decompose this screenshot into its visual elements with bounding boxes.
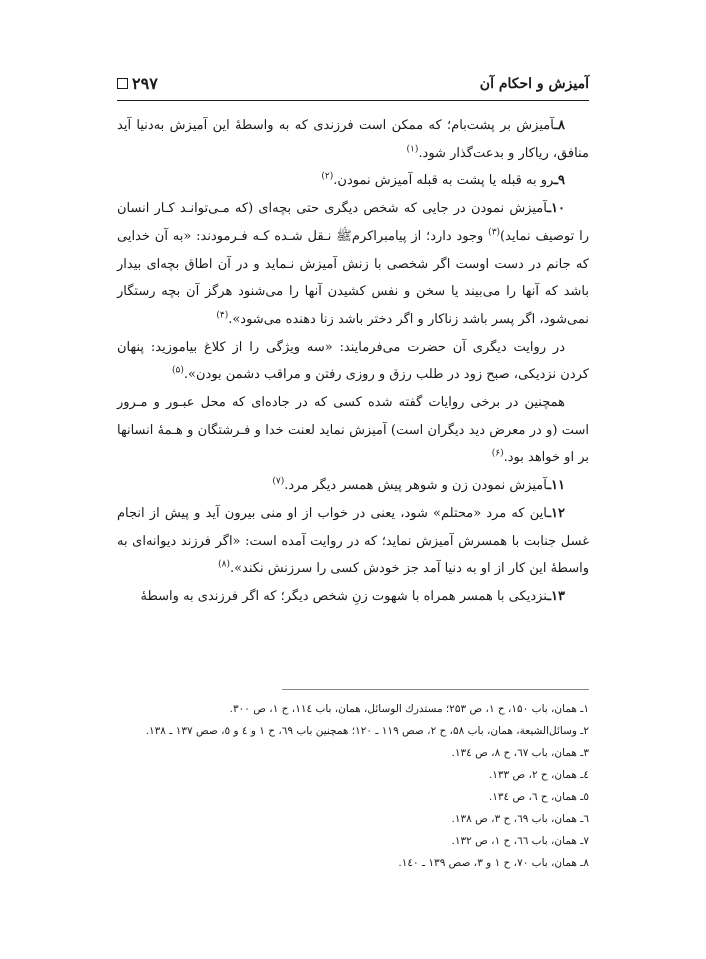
footnote: ۸ـ همان، باب ۷۰، ح ۱ و ۳، صص ۱۳۹ ـ ۱٤۰.: [398, 857, 589, 869]
item-number: ۱۱ـ: [547, 478, 565, 494]
paragraph-text: آمیزش نمودن در جایی که شخص دیگری حتی بچه‌ای (که مـی‌توانـد کـار انسان را توصیف نماید): [117, 201, 589, 244]
footnote-ref: (۱): [406, 144, 419, 155]
footnote: ۳ـ همان، باب ٦۷، ح ۸، ص ۱۳٤.: [451, 747, 589, 759]
paragraph-text: همچنین در برخی روایات گفته شده کسی که در جاده‌ای که محل عبـور و مـرور است (و در معرض دید دیگران است) آمیزش نماید لعنت خدا و فـرشتگان و هـمهٔ انسانها بر او خواهد بود.: [117, 395, 589, 466]
footnote-ref: (۲): [321, 172, 334, 183]
footnote: ۷ـ همان، باب ٦٦، ح ۱، ص ۱۳۲.: [451, 835, 589, 847]
paragraph-text: در روایت دیگری آن حضرت می‌فرمایند: «سه ویژگی را از کلاغ بیاموزید: پنهان کردن نزدیکی، صبح زود در طلب رزق و روزی رفتن و مراقب دشمن بودن».: [117, 339, 589, 383]
paragraph-text: نزدیکی با همسر همراه با شهوت زنِ شخص دیگر؛ که اگر فرزندی به واسطهٔ: [140, 588, 548, 604]
footnote: ۱ـ همان، باب ۱۵۰، ح ۱، ص ۲۵۳؛ مستدرك الوسائل، همان، باب ۱۱٤، ح ۱، ص ۳۰۰.: [229, 703, 589, 715]
footnote: ٥ـ همان، ح ٦، ص ۱۳٤.: [488, 791, 589, 803]
paragraph-narration-crow: [117, 334, 589, 389]
paragraph-text: این که مرد «محتلم» شود، یعنی در خواب از او منی بیرون آید و پیش از انجام غسل جنابت با همسرش آمیزش نماید؛ که در روایت آمده است: «اگر فرزند دیوانه‌ای به واسطهٔ این کار از او به دنیا آمد جز خودش کسی را سرزنش نکند».: [117, 505, 589, 577]
paragraph-text: رو به قبله یا پشت به قبله آمیزش نمودن.: [333, 173, 555, 189]
item-number: ۹ـ: [554, 173, 565, 189]
footnote-ref: (۴): [216, 310, 229, 321]
footnote: ۲ـ وسائل‌الشیعة، همان، باب ۵۸، ح ۲، صص ۱۱۹ ـ ۱۲۰؛ همچنین باب ٦۹، ح ۱ و ٤ و ٥، صص ۱۳۷ ـ ۱۳۸.: [145, 725, 589, 737]
page-number-block: [117, 74, 158, 93]
footnote: ٤ـ همان، ح ۲، ص ۱۳۳.: [488, 769, 589, 781]
paragraph-text: آمیزش نمودن زن و شوهر پیش همسر دیگر مرد.: [284, 478, 548, 494]
footnote-ref: (۷): [272, 476, 285, 487]
footnote-ref: (۵): [172, 366, 184, 376]
paragraph-13: [117, 583, 589, 611]
paragraph-9: [117, 167, 589, 195]
header-divider: [117, 100, 589, 101]
footnote-ref: (۳): [488, 227, 501, 238]
page-header: [117, 74, 589, 98]
paragraph-12: [117, 500, 589, 583]
footnote-ref: (۶): [491, 449, 504, 460]
footnote-divider: [282, 689, 589, 690]
paragraph-10: [117, 195, 589, 334]
paragraph-narration-road: [117, 389, 589, 472]
item-number: ۱۲ـ: [547, 505, 565, 521]
item-number: ۸ـ: [554, 118, 565, 133]
paragraph-11: [117, 472, 589, 500]
paragraph-8: [117, 112, 589, 167]
item-number: ۱۳ـ: [547, 588, 565, 604]
square-ornament-icon: [117, 78, 128, 89]
footnote-ref: (۸): [218, 559, 230, 570]
paragraph-text-continued: وجود دارد؛ از پیامبراکرمﷺ نـقل شـده کـه فـرمودند: «به آن خدایی که جانم در دست اوست اگر شخصی با زنش آمیزش نـماید و در آن اطاق بچه‌ای بیدار باشد که آنها را می‌بیند یا سخن و نفس کشیدن آنها را می‌شنود هرگز آن بچه رستگار نمی‌شود، اگر پسر باشد زناکار و اگر دختر باشد زنا دهنده می‌شود».: [117, 228, 589, 327]
page-number: ۲۹۷: [132, 74, 158, 93]
running-title: آمیزش و احکام آن: [479, 76, 589, 92]
item-number: ۱۰ـ: [547, 201, 565, 217]
footnotes: [117, 698, 589, 874]
footnote: ٦ـ همان، باب ٦۹، ح ۳، ص ۱۳۸.: [451, 813, 589, 825]
paragraph-text: آمیزش بر پشت‌بام؛ که ممکن است فرزندی که به واسطهٔ این آمیزش به‌دنیا آید منافق، ریاکار و بدعت‌گذار شود.: [117, 118, 589, 161]
main-text: [117, 112, 589, 611]
